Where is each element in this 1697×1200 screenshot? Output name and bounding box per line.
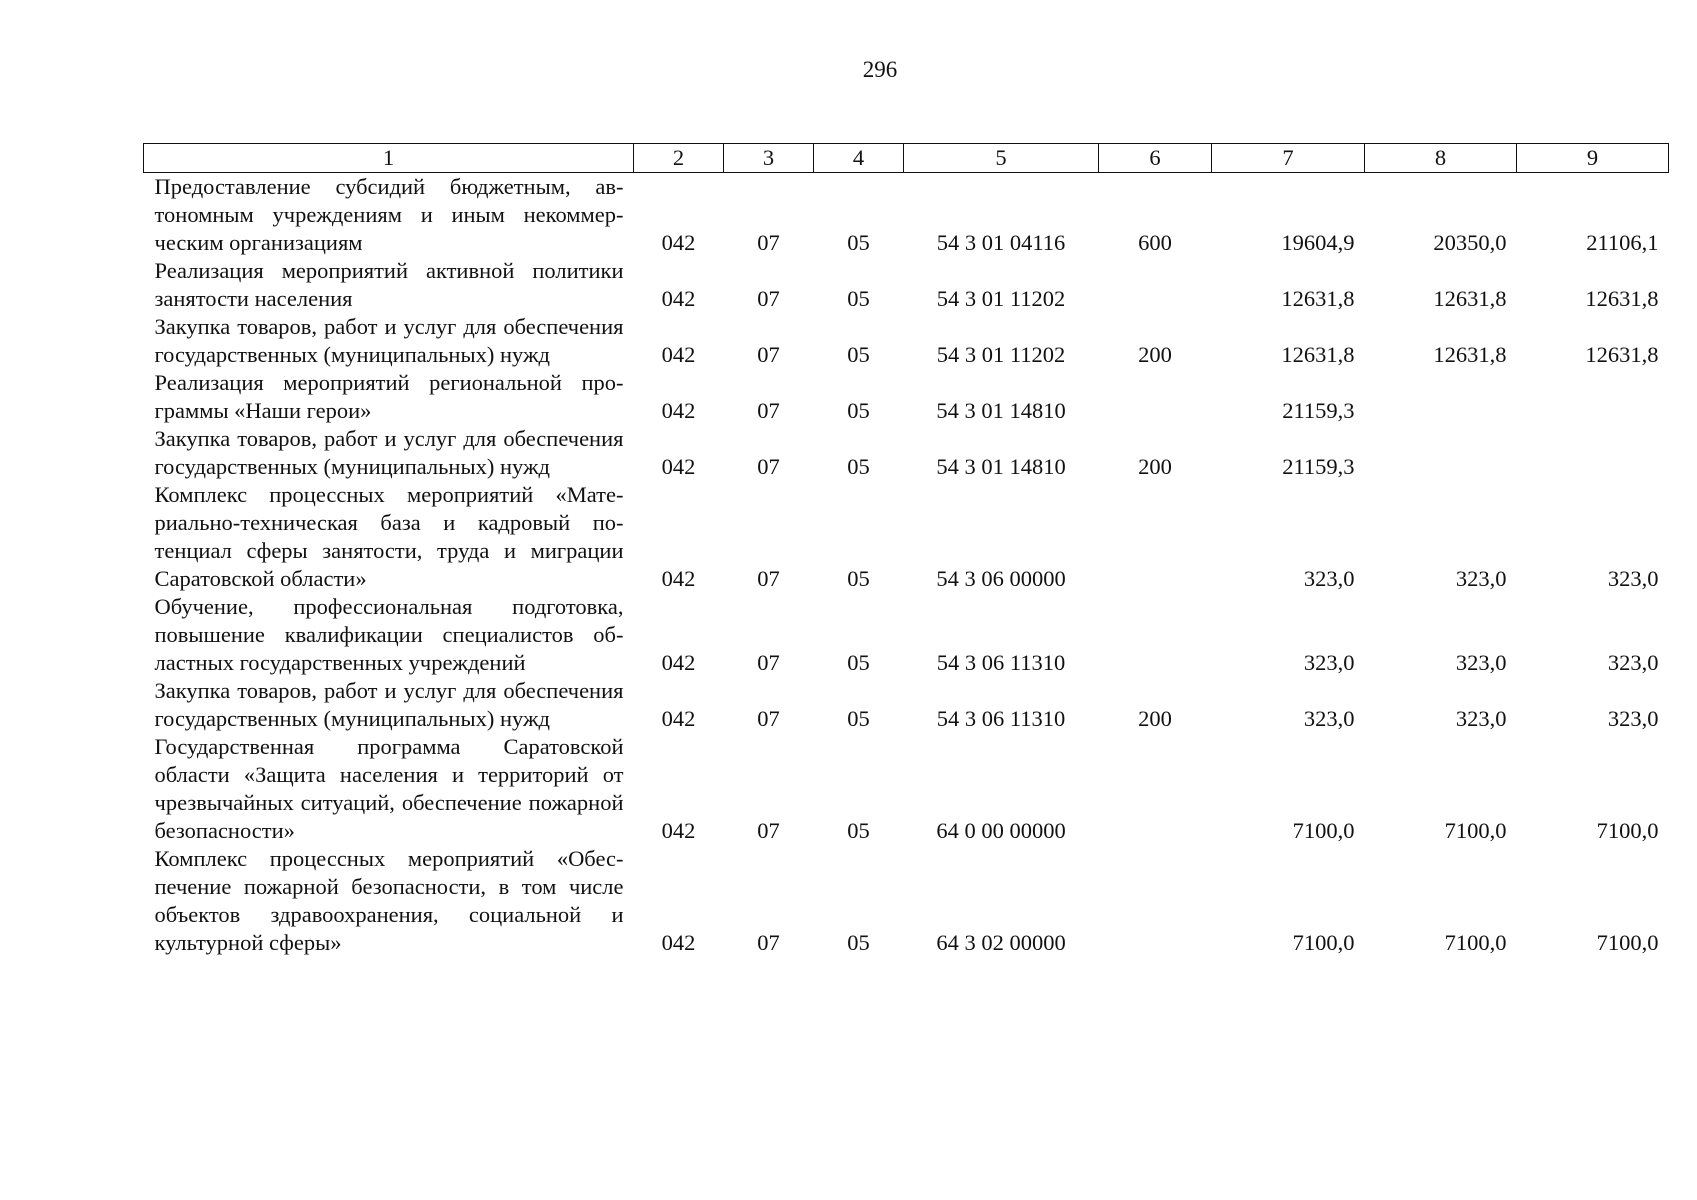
expense-type-cell: [1099, 481, 1212, 593]
header-cell-8: 8: [1365, 144, 1517, 173]
table-row: [144, 313, 1669, 369]
target-article-cell: 54 3 01 11202: [936, 342, 1066, 367]
admin-code-cell: 042: [661, 566, 696, 591]
row-name-cell: Обучение, профессиональная подготовка, повышение квалификации специалистов областных государственных учреждений: [154, 594, 624, 675]
amount-col8-cell: 20350,0: [1433, 230, 1507, 255]
header-cell-7: 7: [1212, 144, 1365, 173]
subsection-cell: 05: [847, 454, 870, 479]
target-article-cell: 54 3 06 11310: [936, 650, 1066, 675]
amount-col8-cell: 7100,0: [1444, 818, 1507, 843]
budget-table: [143, 143, 1669, 957]
amount-col9-cell: 7100,0: [1596, 930, 1659, 955]
subsection-cell: 05: [847, 930, 870, 955]
expense-type-cell: 200: [1138, 706, 1172, 731]
expense-type-cell: [1099, 257, 1212, 313]
section-cell: 07: [757, 818, 780, 843]
admin-code-cell: 042: [661, 342, 696, 367]
table-row: [144, 257, 1669, 313]
table-row: [144, 481, 1669, 593]
table-header: [144, 144, 1669, 173]
expense-type-cell: 200: [1138, 342, 1172, 367]
section-cell: 07: [757, 342, 780, 367]
admin-code-cell: 042: [661, 650, 696, 675]
amount-col7-cell: 7100,0: [1292, 930, 1355, 955]
amount-col9-cell: 12631,8: [1585, 286, 1659, 311]
expense-type-cell: [1099, 845, 1212, 957]
amount-col7-cell: 7100,0: [1292, 818, 1355, 843]
table-row: [144, 677, 1669, 733]
row-name-cell: Закупка товаров, работ и услуг для обеспечения государственных (муниципальных) нужд: [154, 426, 624, 479]
amount-col7-cell: 21159,3: [1282, 454, 1355, 479]
section-cell: 07: [757, 398, 780, 423]
table-row: [144, 593, 1669, 677]
amount-col9-cell: [1517, 425, 1669, 481]
target-article-cell: 64 3 02 00000: [936, 930, 1066, 955]
target-article-cell: 54 3 06 11310: [936, 706, 1066, 731]
amount-col7-cell: 19604,9: [1281, 230, 1355, 255]
admin-code-cell: 042: [661, 398, 696, 423]
target-article-cell: 54 3 01 11202: [936, 286, 1066, 311]
subsection-cell: 05: [847, 706, 870, 731]
amount-col7-cell: 12631,8: [1281, 286, 1355, 311]
target-article-cell: 54 3 01 14810: [936, 454, 1066, 479]
amount-col7-cell: 323,0: [1303, 566, 1355, 591]
amount-col7-cell: 21159,3: [1282, 398, 1355, 423]
table-row: [144, 425, 1669, 481]
admin-code-cell: 042: [661, 706, 696, 731]
amount-col9-cell: 323,0: [1607, 706, 1659, 731]
row-name-cell: Предоставление субсидий бюджетным, автономным учреждениям и иным некоммерческим организациям: [154, 174, 624, 255]
header-cell-3: 3: [724, 144, 814, 173]
row-name-cell: Государственная программа Саратовской области «Защита населения и территорий от чрезвычайных ситуаций, обеспечение пожарной безопасности»: [154, 734, 624, 843]
page-number: 296: [862, 57, 898, 82]
amount-col8-cell: [1365, 369, 1517, 425]
amount-col8-cell: 12631,8: [1433, 342, 1507, 367]
amount-col9-cell: 21106,1: [1586, 230, 1659, 255]
admin-code-cell: 042: [661, 230, 696, 255]
admin-code-cell: 042: [661, 930, 696, 955]
target-article-cell: 54 3 01 14810: [936, 398, 1066, 423]
amount-col8-cell: 7100,0: [1444, 930, 1507, 955]
subsection-cell: 05: [847, 230, 870, 255]
row-name-cell: Комплекс процессных мероприятий «Материально-техническая база и кадровый потенциал сферы занятости, труда и миграции Саратовской области»: [154, 482, 624, 591]
subsection-cell: 05: [847, 818, 870, 843]
section-cell: 07: [757, 706, 780, 731]
admin-code-cell: 042: [661, 818, 696, 843]
expense-type-cell: 600: [1138, 230, 1172, 255]
admin-code-cell: 042: [661, 454, 696, 479]
target-article-cell: 64 0 00 00000: [936, 818, 1066, 843]
subsection-cell: 05: [847, 650, 870, 675]
expense-type-cell: [1099, 369, 1212, 425]
subsection-cell: 05: [847, 566, 870, 591]
expense-type-cell: [1099, 593, 1212, 677]
admin-code-cell: 042: [661, 286, 696, 311]
row-name-cell: Реализация мероприятий активной политики занятости населения: [154, 258, 624, 311]
table-row: [144, 369, 1669, 425]
header-row: [144, 144, 1669, 173]
header-cell-1: 1: [144, 144, 634, 173]
row-name-cell: Реализация мероприятий региональной программы «Наши герои»: [154, 370, 624, 423]
amount-col9-cell: 7100,0: [1596, 818, 1659, 843]
section-cell: 07: [757, 454, 780, 479]
amount-col7-cell: 323,0: [1303, 706, 1355, 731]
amount-col9-cell: 12631,8: [1585, 342, 1659, 367]
header-cell-4: 4: [814, 144, 904, 173]
header-cell-6: 6: [1099, 144, 1212, 173]
table-row: [144, 733, 1669, 845]
header-cell-9: 9: [1517, 144, 1669, 173]
amount-col8-cell: [1365, 425, 1517, 481]
subsection-cell: 05: [847, 398, 870, 423]
amount-col7-cell: 12631,8: [1281, 342, 1355, 367]
section-cell: 07: [757, 650, 780, 675]
header-cell-5: 5: [904, 144, 1099, 173]
target-article-cell: 54 3 06 00000: [936, 566, 1066, 591]
amount-col9-cell: 323,0: [1607, 650, 1659, 675]
section-cell: 07: [757, 230, 780, 255]
subsection-cell: 05: [847, 286, 870, 311]
amount-col7-cell: 323,0: [1303, 650, 1355, 675]
header-cell-2: 2: [634, 144, 724, 173]
expense-type-cell: 200: [1138, 454, 1172, 479]
amount-col8-cell: 323,0: [1455, 650, 1507, 675]
amount-col9-cell: 323,0: [1607, 566, 1659, 591]
target-article-cell: 54 3 01 04116: [936, 230, 1066, 255]
section-cell: 07: [757, 566, 780, 591]
table-body: [144, 173, 1669, 958]
table-row: [144, 173, 1669, 258]
amount-col8-cell: 323,0: [1455, 566, 1507, 591]
table-row: [144, 845, 1669, 957]
amount-col8-cell: 12631,8: [1433, 286, 1507, 311]
subsection-cell: 05: [847, 342, 870, 367]
section-cell: 07: [757, 286, 780, 311]
row-name-cell: Комплекс процессных мероприятий «Обеспечение пожарной безопасности, в том числе объектов здравоохранения, социальной и культурной сферы»: [154, 846, 624, 955]
amount-col8-cell: 323,0: [1455, 706, 1507, 731]
expense-type-cell: [1099, 733, 1212, 845]
section-cell: 07: [757, 930, 780, 955]
row-name-cell: Закупка товаров, работ и услуг для обеспечения государственных (муниципальных) нужд: [154, 678, 624, 731]
amount-col9-cell: [1517, 369, 1669, 425]
row-name-cell: Закупка товаров, работ и услуг для обеспечения государственных (муниципальных) нужд: [154, 314, 624, 367]
